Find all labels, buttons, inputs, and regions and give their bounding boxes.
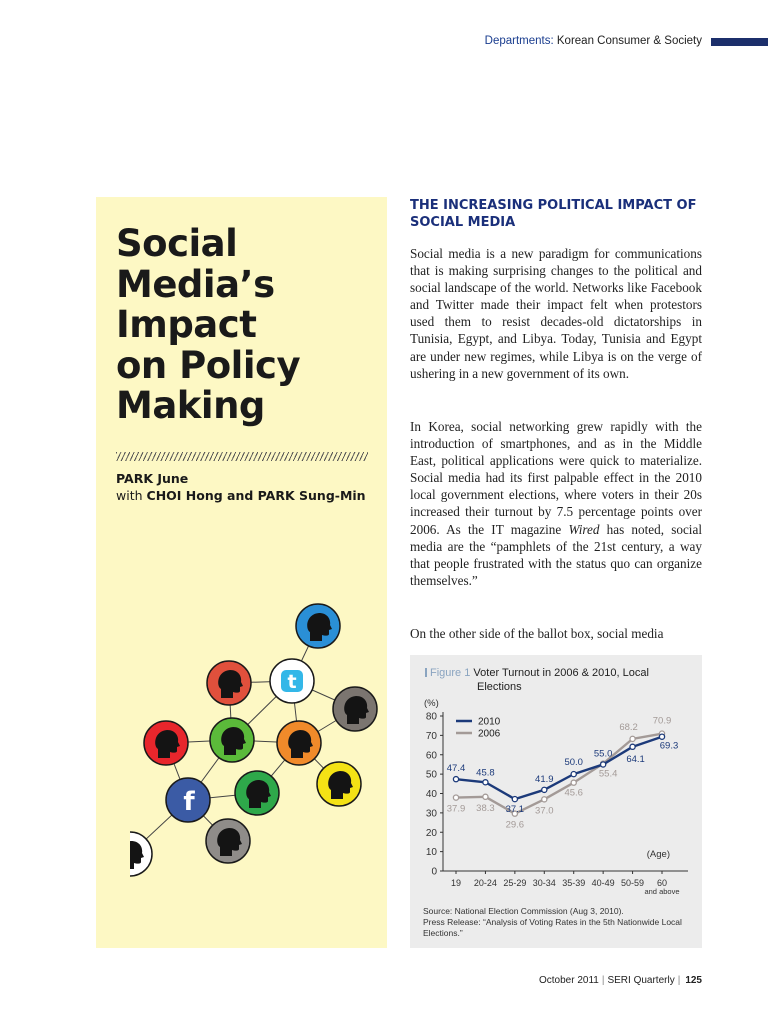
x-unit-label: (Age)	[646, 849, 670, 860]
department-name: Korean Consumer & Society	[556, 35, 702, 47]
magazine-name: Wired	[568, 521, 600, 537]
data-label: 68.2	[619, 721, 638, 733]
page-number: 125	[685, 975, 702, 986]
data-point	[483, 794, 488, 799]
voter-turnout-chart	[410, 690, 702, 902]
x-tick-label: 30-34	[532, 878, 556, 888]
data-label: 38.3	[476, 802, 495, 814]
author-primary: PARK June	[116, 471, 189, 486]
data-point	[601, 762, 606, 767]
author-byline	[116, 470, 366, 504]
source-line: Source: National Election Commission (Aug 3, 2010).	[423, 906, 624, 916]
y-tick-label: 0	[431, 866, 437, 878]
y-tick-label: 40	[425, 789, 437, 800]
person-icon	[277, 721, 321, 765]
data-label: 29.6	[505, 819, 525, 831]
y-tick-label: 70	[425, 730, 437, 742]
paragraph-text: In Korea, social networking grew rapidly with the introduction of smartphones, and as in the Middle East, political applications were quick to materialize. Social media had its first palpable effect in the 2010 local government elections, where voters in their 20s increased their turnout by 7.5 percentage points over 2006. As the IT magazine	[410, 419, 702, 537]
body-paragraph	[410, 418, 702, 589]
y-tick-label: 20	[425, 827, 437, 839]
data-point	[483, 780, 488, 785]
title-line: Media’s	[116, 262, 275, 306]
y-tick-label: 80	[425, 711, 437, 723]
x-tick-label: 25-29	[503, 878, 527, 888]
legend-label: 2010	[478, 716, 501, 728]
data-label: 45.8	[476, 767, 495, 779]
header-accent-bar	[711, 38, 768, 46]
data-label: 55.4	[598, 768, 618, 780]
x-tick-label: 40-49	[591, 878, 615, 888]
department-header	[485, 35, 702, 47]
data-label: 55.0	[593, 748, 613, 760]
person-icon	[130, 832, 152, 876]
x-tick-label: 50-59	[621, 878, 645, 888]
data-label: 69.3	[659, 740, 679, 752]
data-point	[512, 797, 517, 802]
data-label: 37.0	[535, 805, 554, 817]
source-line: Press Release: “Analysis of Voting Rates in the 5th Nationwide Local Elections.”	[423, 917, 682, 938]
x-tick-label: 19	[450, 878, 462, 888]
y-tick-label: 10	[425, 847, 437, 859]
facebook-f-icon	[166, 778, 210, 822]
data-point	[571, 772, 576, 777]
figure-source	[423, 906, 693, 939]
title-line: Making	[116, 384, 265, 427]
y-tick-label: 60	[425, 750, 437, 762]
data-point	[571, 780, 576, 785]
figure-title-line2: Elections	[477, 681, 522, 693]
svg-text:t: t	[287, 671, 297, 693]
y-tick-label: 50	[425, 769, 437, 781]
data-point	[453, 777, 458, 782]
footer-issue: October 2011	[538, 975, 599, 986]
data-label: 37.9	[446, 803, 466, 815]
body-paragraph: Social media is a new paradigm for communications that is making surprising changes to the political and social landscape of the world. Networks like Facebook and Twitter made their impact felt when protestors used them to resist decades-old dictatorships in Tunisia, Egypt, and Libya. Today, Tunisia and Egypt are under new regimes, while Libya is on the verge of ushering in a new government of its own.	[410, 246, 702, 381]
person-icon	[144, 721, 188, 765]
data-point	[542, 797, 547, 802]
network-nodes	[130, 604, 377, 876]
x-tick-label: 35-39	[562, 878, 586, 888]
section-heading: THE INCREASING POLITICAL IMPACT OF SOCIAL MEDIA	[410, 198, 697, 230]
body-paragraph: On the other side of the ballot box, social media	[410, 626, 664, 641]
data-label: 70.9	[652, 715, 672, 727]
title-line: Social	[116, 222, 238, 265]
hatched-divider	[116, 452, 368, 461]
y-tick-label: 30	[425, 808, 437, 820]
data-label: 45.6	[564, 787, 583, 799]
legend-label: 2006	[478, 728, 501, 740]
y-unit-label: (%)	[424, 698, 439, 709]
person-icon	[317, 762, 361, 806]
person-icon	[235, 771, 279, 815]
figure-label: Figure 1	[425, 667, 470, 679]
footer-publication: SERI Quarterly	[607, 975, 675, 986]
data-label: 37.1	[505, 804, 525, 816]
person-icon	[210, 718, 254, 762]
department-label: Departments:	[484, 35, 554, 47]
data-label: 47.4	[446, 763, 466, 775]
x-tick-label: 60	[656, 878, 668, 888]
paragraph-text: has noted, social media are the “pamphlets of the 21st century, a way that people frustrated with the status quo can organize themselves.”	[410, 521, 702, 588]
page-footer: October 2011 | SERI Quarterly | 125	[538, 975, 702, 986]
person-icon	[206, 819, 250, 863]
data-label: 50.0	[564, 757, 583, 769]
figure-label-bar	[425, 668, 427, 677]
author-with: with	[116, 488, 143, 503]
person-icon	[333, 687, 377, 731]
twitter-bird-icon	[270, 659, 314, 703]
svg-text:f: f	[183, 787, 195, 817]
data-point	[659, 734, 664, 739]
title-line: Impact	[116, 303, 257, 346]
data-point	[630, 736, 635, 741]
figure-title-line1: Voter Turnout in 2006 & 2010, Local	[473, 667, 649, 679]
social-network-illustration	[130, 598, 390, 878]
x-tick-label: 20-24	[473, 878, 497, 888]
article-title	[116, 224, 366, 427]
title-line: on Policy	[116, 343, 301, 387]
data-point	[453, 795, 458, 800]
data-point	[630, 744, 635, 749]
person-icon	[207, 661, 251, 705]
data-label: 41.9	[535, 773, 554, 785]
person-icon	[296, 604, 340, 648]
data-label: 64.1	[626, 753, 645, 765]
author-coauthors: CHOI Hong and PARK Sung-Min	[146, 488, 366, 503]
data-point	[542, 787, 547, 792]
x-tick-sublabel: and above	[644, 887, 680, 896]
